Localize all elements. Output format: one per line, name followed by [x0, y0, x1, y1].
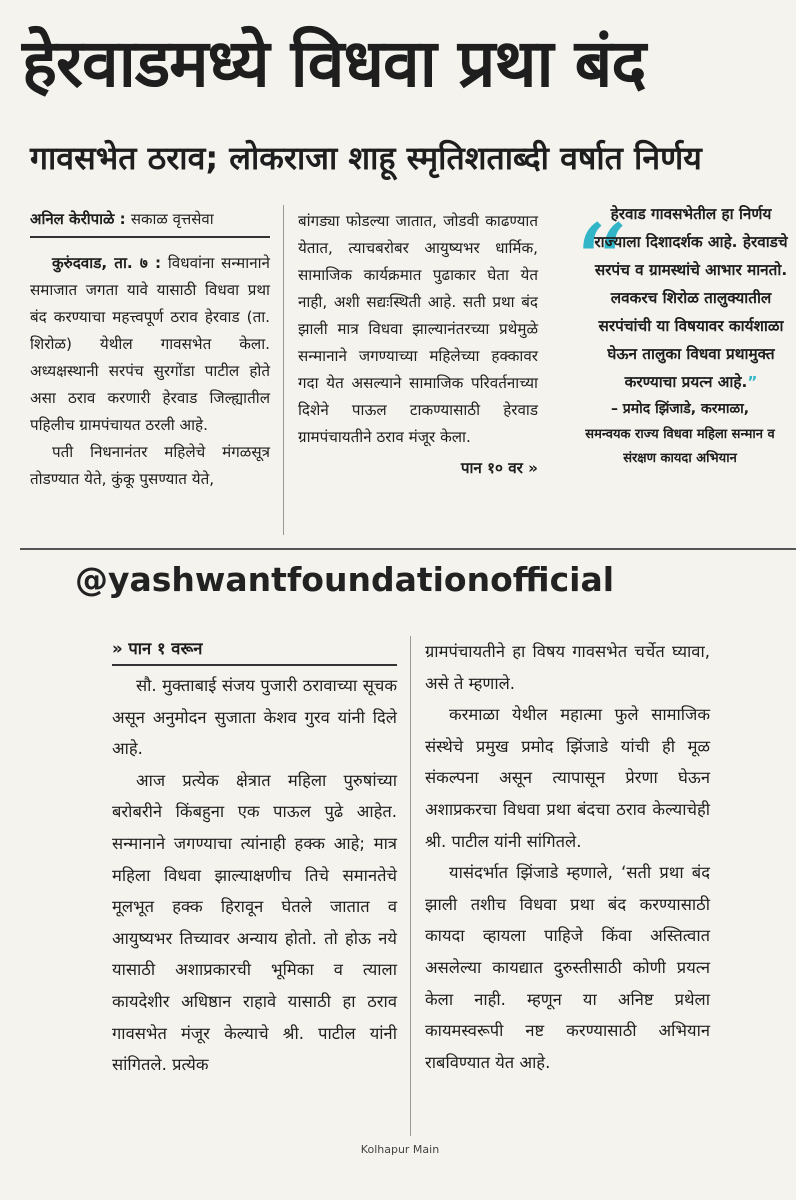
- quote-close-icon: ”: [747, 373, 758, 391]
- article-text: विधवांना सन्मानाने समाजात जगता यावे यासाठी विधवा प्रथा बंद करण्याचा महत्त्वपूर्ण ठराव हेरवाड (ता. शिरोळ) येथील गावसभेत केला. अध्यक्षस्थानी सरपंच सुरगोंडा पाटील होते असा ठराव करणारी हेरवाड जिल्ह्यातील पहिलीच ग्रामपंचायत ठरली आहे.: [30, 254, 270, 434]
- article-column-2: [298, 208, 538, 482]
- article-column-1: [30, 208, 270, 493]
- continued-from-page: » पान १ वरून: [112, 636, 397, 666]
- quote-author-role: समन्वयक राज्य विधवा महिला सन्मान व संरक्षण कायदा अभियान: [585, 427, 775, 466]
- quote-text-wrap: [570, 200, 790, 396]
- dateline: कुरुंदवाड, ता. ७ :: [52, 254, 162, 272]
- byline: [30, 208, 270, 238]
- quote-author: – प्रमोद झिंजाडे,: [610, 401, 697, 417]
- continuation-right-column: [425, 636, 710, 1078]
- article-paragraph: करमाळा येथील महात्मा फुले सामाजिक संस्थेचे प्रमुख प्रमोद झिंजाडे यांची ही मूळ संकल्पना असून त्यापासून प्रेरणा घेऊन अशाप्रकरचा विधवा प्रथा बंदचा ठराव केल्याचेही श्री. पाटील यांनी सांगितले.: [425, 705, 710, 851]
- edition-label: Kolhapur Main: [360, 1143, 440, 1156]
- byline-author: अनिल केरीपाळे: [30, 210, 115, 228]
- article-paragraph: आज प्रत्येक क्षेत्रात महिला पुरुषांच्या बरोबरीने किंबहुना एक पाऊल पुढे आहेत. सन्मानाने जगण्याचा त्यांनाही हक्क आहे; मात्र महिला विधवा झाल्याक्षणीच तिचे समानतेचे मूलभूत हक्क हिरावून घेतले जातात व आयुष्यभर तिच्यावर अन्याय होतो. तो होऊ नये यासाठी अशाप्रकारची भूमिका व त्याला कायदेशीर अधिष्ठान राहावे यासाठी हा ठराव गावसभेत मंजूर केल्याचे श्री. पाटील यांनी सांगितले. प्रत्येक: [112, 770, 397, 1075]
- quote-author-place: करमाळा,: [696, 401, 750, 417]
- byline-source: सकाळ वृत्तसेवा: [130, 210, 214, 228]
- article-paragraph: सौ. मुक्ताबाई संजय पुजारी ठरावाच्या सूचक असून अनुमोदन सुजाता केशव गुरव यांनी दिले आहे.: [112, 676, 397, 759]
- article-paragraph: ग्रामपंचायतीने हा विषय गावसभेत चर्चेत घ्यावा, असे ते म्हणाले.: [425, 642, 710, 693]
- headline: हेरवाडमध्ये विधवा प्रथा बंद: [22, 25, 646, 102]
- article-paragraph: यासंदर्भात झिंजाडे म्हणाले, ‘सती प्रथा बंद झाली तशीच विधवा प्रथा बंद करण्यासाठी कायदा व्हायला पाहिजे किंवा अस्तित्वात असलेल्या कायद्यात दुरुस्तीसाठी कोणी प्रयत्न केला नाही. म्हणून या अनिष्ट प्रथेला कायमस्वरूपी नष्ट करण्यासाठी अभियान राबविण्यात येत आहे.: [425, 863, 710, 1072]
- quote-box: [570, 200, 790, 540]
- watermark-handle: @yashwantfoundationofficial: [75, 560, 615, 599]
- column-divider: [283, 205, 284, 535]
- quote-open-icon: “: [572, 201, 629, 329]
- continuation-left-column: [112, 636, 397, 1081]
- subheadline: गावसभेत ठराव; लोकराजा शाहू स्मृतिशताब्दी वर्षात निर्णय: [30, 139, 702, 177]
- section-divider: [20, 548, 796, 550]
- article-paragraph: बांगड्या फोडल्या जातात, जोडवी काढण्यात येतात, त्याचबरोबर आयुष्यभर धार्मिक, सामाजिक कार्यक्रमात पुढाकार घेता येत नाही, अशी सद्यःस्थिती आहे. सती प्रथा बंद झाली मात्र विधवा झाल्यानंतरच्या प्रथेमुळे सन्मानाने जगण्याच्या महिलेच्या हक्कावर गदा येत असल्याने सामाजिक परिवर्तनाच्या दिशेने पाऊल टाकण्यासाठी हेरवाड ग्रामपंचायतीने ठराव मंजूर केला.: [298, 212, 538, 446]
- article-paragraph: पती निधनानंतर महिलेचे मंगळसूत्र तोडण्यात येते, कुंकू पुसण्यात येते,: [30, 443, 270, 488]
- continued-on-page: पान १० वर »: [460, 459, 538, 477]
- column-divider: [410, 636, 411, 1136]
- byline-separator: :: [114, 210, 131, 228]
- quote-attribution: [570, 396, 790, 423]
- article-paragraph: [30, 250, 270, 439]
- quote-text: हेरवाड गावसभेतील हा निर्णय राज्याला दिशादर्शक आहे. हेरवाडचे सरपंच व ग्रामस्थांचे आभार मानतो. लवकरच शिरोळ तालुक्यातील सरपंचांची या विषयावर कार्यशाळा घेऊन तालुका विधवा प्रथामुक्त करण्याचा प्रयत्न आहे.: [594, 205, 788, 391]
